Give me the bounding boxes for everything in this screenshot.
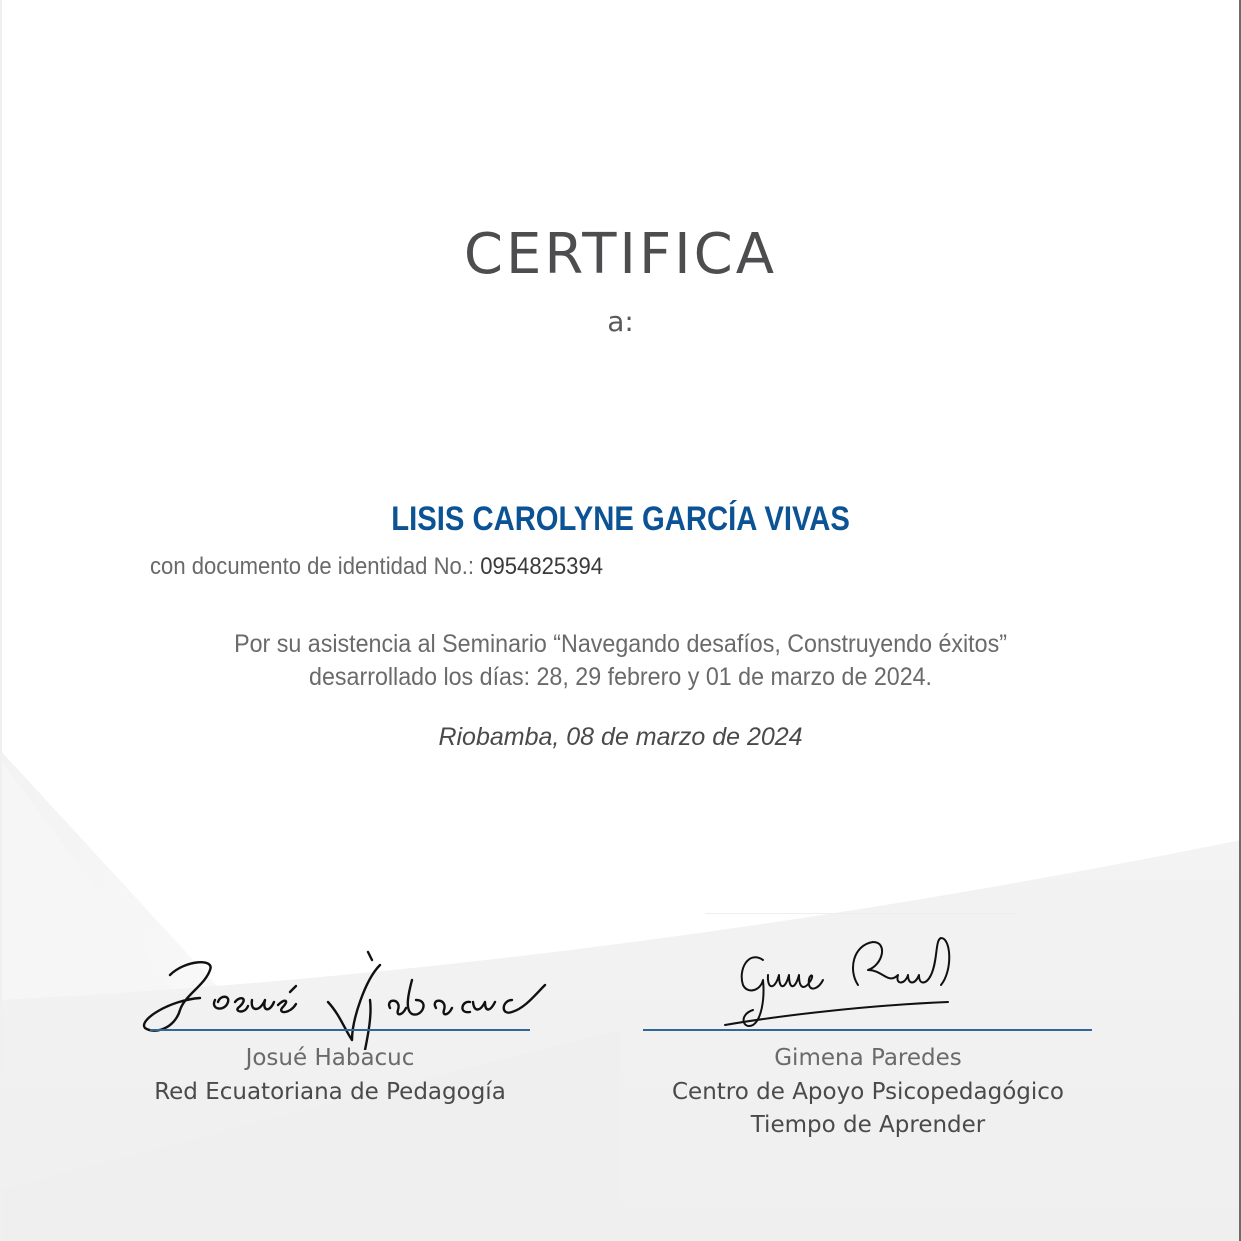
signer-name-right: Gimena Paredes xyxy=(774,1045,962,1071)
left-edge xyxy=(0,0,2,1241)
identity-number: 0954825394 xyxy=(480,553,604,580)
body-line-1: Por su asistencia al Seminario “Navegando desafíos, Construyendo éxitos” xyxy=(234,630,1007,658)
recipient-name: LISIS CAROLYNE GARCÍA VIVAS xyxy=(391,500,850,538)
identity-line xyxy=(150,553,603,581)
signature-line-right xyxy=(643,1029,1092,1031)
signer-organization-right-line-2: Tiempo de Aprender xyxy=(750,1112,986,1138)
signer-organization-right-line-1: Centro de Apoyo Psicopedagógico xyxy=(672,1079,1064,1105)
signature-block-left xyxy=(140,940,540,1120)
signature-block-right xyxy=(643,920,1093,1150)
identity-label: con documento de identidad No.: xyxy=(150,553,481,580)
decorative-divider xyxy=(705,913,1017,914)
handwritten-signature-right-icon xyxy=(723,930,1023,1040)
body-line-2: desarrollado los días: 28, 29 febrero y 01 de marzo de 2024. xyxy=(309,663,933,691)
signer-organization-left: Red Ecuatoriana de Pedagogía xyxy=(154,1079,506,1105)
signer-name-left: Josué Habacuc xyxy=(245,1045,415,1071)
certificate-title-sub: a: xyxy=(607,305,634,338)
place-and-date: Riobamba, 08 de marzo de 2024 xyxy=(438,723,803,751)
handwritten-signature-left-icon xyxy=(140,940,570,1050)
certificate-body xyxy=(0,628,1241,694)
certificate-title: CERTIFICA xyxy=(463,222,778,287)
signature-line-left xyxy=(150,1029,530,1031)
